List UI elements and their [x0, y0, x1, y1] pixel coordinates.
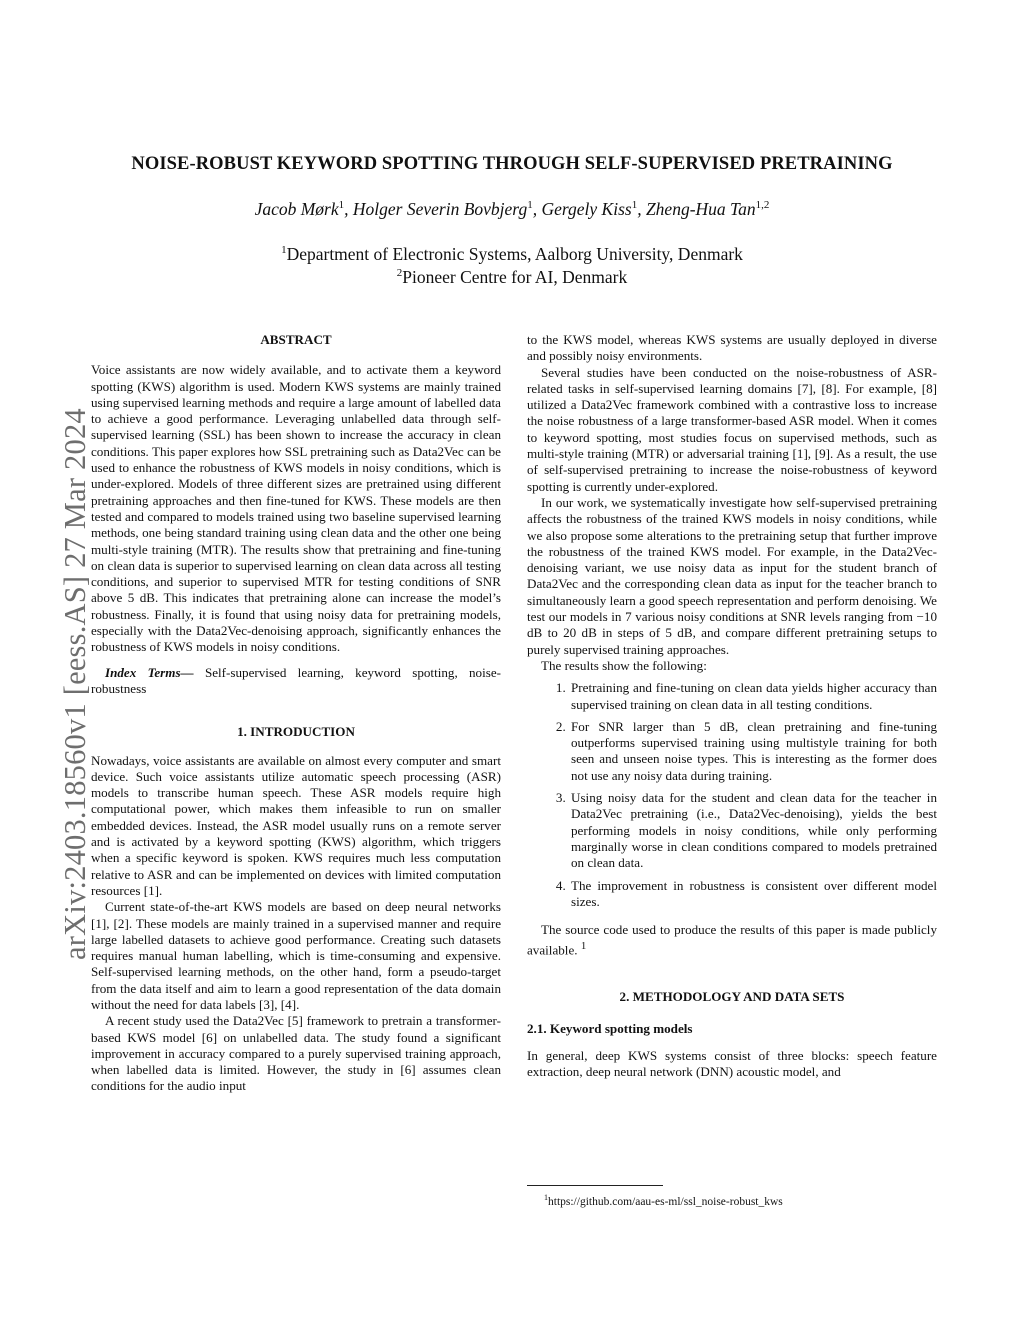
methods-heading: 2. METHODOLOGY AND DATA SETS: [619, 989, 845, 1005]
intro-paragraph-2: Current state-of-the-art KWS models are based on deep neural networks [1], [2]. These models are mainly trained in a supervised manner and require large labelled datasets to achieve good performance. Creating such datasets requires manual human labelling, which is time-consuming and expensive. Self-supervised learning methods, on the other hand, form a pseudo-target from the data itself and aim to learn a good representation of the data domain without the need for data labels [3], [4].: [91, 899, 501, 1012]
abstract-text: Voice assistants are now widely available, and to activate them a keyword spotting (KWS) algorithm is used. Modern KWS systems are mainly trained using supervised learning methods and require a large amount of labelled data to achieve a good performance. Leveraging unlabelled data through self-supervised learning (SSL) has been shown to increase the accuracy in clean conditions. This paper explores how SSL pretraining such as Data2Vec can be used to enhance the robustness of KWS models in noisy conditions, which is under-explored. Models of three different sizes are pretrained using different pretraining approaches and then fine-tuned for KWS. These models are then tested and compared to models trained using two baseline supervised learning methods, one being standard training using clean data and the other one being multi-style training (MTR). The results show that pretraining and fine-tuning on clean data is superior to supervised learning on clean data across all testing conditions, and superior to supervised MTR for testing conditions of SNR above 5 dB. This indicates that pretraining alone can increase the model’s robustness. Finally, it is found that using noisy data for pretraining models, especially with the Data2Vec-denoising approach, significantly enhances the robustness of KWS models in noisy conditions.: [91, 362, 501, 655]
results-list-item: 4. The improvement in robustness is consistent over different model sizes.: [569, 878, 937, 911]
source-code-sentence: The source code used to produce the results of this paper is made publicly available.: [527, 922, 937, 958]
footnote-number: 1: [544, 1193, 548, 1202]
kws-models-subheading: 2.1. Keyword spotting models: [527, 1021, 693, 1037]
affiliation-1: [0, 244, 1024, 265]
affiliation-text: Pioneer Centre for AI, Denmark: [402, 267, 628, 287]
index-terms: [91, 665, 501, 698]
author-list: Jacob Mørk$^1$, Holger Severin Bovbjerg$^1$, Gergely Kiss$^1$, Zheng-Hua Tan$^{1,2}$: [254, 199, 770, 219]
intro-paragraph-5: In our work, we systematically investigate how self-supervised pretraining affects the robustness of the trained KWS models in noisy conditions, while we also propose some alterations to the pretraining setup that further improve the robustness of the trained KWS model. For example, in the Data2Vec-denoising variant, we use noisy data as input for the student branch of Data2Vec and the corresponding clean data as input for the teacher branch to simultaneously learn a good speech representation and perform denoising. We test our models in 7 various noisy conditions at SNR levels ranging from −10 dB to 20 dB in steps of 5 dB, and compare different pretraining setups to purely supervised training approaches.: [527, 494, 937, 657]
results-list-item: 3. Using noisy data for the student and clean data for the teacher in Data2Vec pretraining (i.e., Data2Vec-denoising), yields the best performing models in noisy conditions, while only performing marginally worse in clean conditions compared to models pretrained on clean data.: [569, 790, 937, 871]
arxiv-id-text: arXiv:2403.18560v1 [eess.AS] 27 Mar 2024: [58, 408, 92, 960]
author-name: Jacob Mørk: [254, 199, 339, 219]
index-terms-text: Self-supervised learning, keyword spotting, noise-robustness: [91, 664, 501, 696]
paper-title: NOISE-ROBUST KEYWORD SPOTTING THROUGH SELF-SUPERVISED PRETRAINING: [131, 154, 893, 174]
abstract-heading: ABSTRACT: [260, 332, 332, 347]
arxiv-identifier: [18, 340, 92, 960]
right-column: [527, 332, 937, 1080]
index-terms-label: Index Terms—: [105, 664, 194, 680]
left-column: [91, 332, 501, 1095]
footnote-marker: 1: [580, 940, 587, 953]
footnote-url[interactable]: https://github.com/aau-es-ml/ssl_noise-robust_kws: [548, 1195, 783, 1208]
results-list: [527, 680, 937, 910]
intro-paragraph-6: The results show the following:: [541, 657, 707, 673]
author-affiliation-mark: 1: [631, 199, 638, 212]
affiliation-number: 1: [281, 244, 287, 257]
intro-paragraph-1: Nowadays, voice assistants are available on almost every computer and smart device. Such voice assistants utilize automatic speech processing (ASR) models to transcribe human speech. These ASR models require high computational power, which makes them infeasible to run on smaller embedded devices. Instead, the ASR model usually runs on a remote server and is activated by a keyword spotting (KWS) algorithm, which triggers when a specific keyword is spoken. KWS requires much less computation relative to ASR and can be implemented on devices with limited computation resources [1].: [91, 752, 501, 898]
results-list-item: 2. For SNR larger than 5 dB, clean pretraining and fine-tuning outperforms supervised training using multistyle training for both seen and unseen noise types. This is interesting as the former does not use any noisy data during training.: [569, 719, 937, 784]
results-list-item: 1. Pretraining and fine-tuning on clean data yields higher accuracy than supervised training on clean data in all testing conditions.: [569, 680, 937, 713]
intro-heading: 1. INTRODUCTION: [237, 724, 355, 740]
intro-paragraph-4: Several studies have been conducted on the noise-robustness of ASR-related tasks in self-supervised learning domains [7], [8]. For example, [8] utilized a Data2Vec framework combined with a contrastive loss to increase the noise robustness of a large transformer-based ASR model. When it comes to keyword spotting, most studies focus on supervised methods, such as multi-style training (MTR) or adversarial training [1], [9]. As a result, the use of self-supervised pretraining to increase the noise-robustness of keyword spotting is currently under-explored.: [527, 364, 937, 494]
footnote-divider: [527, 1185, 663, 1186]
author-affiliation-mark: 1: [527, 199, 533, 212]
author-name: Zheng-Hua Tan: [645, 199, 756, 219]
affiliation-2: [0, 267, 1024, 288]
affiliation-number: 2: [396, 267, 403, 280]
footnote: [544, 1193, 783, 1208]
author-affiliation-mark: 1,2: [755, 199, 770, 212]
intro-paragraph-3-continued: to the KWS model, whereas KWS systems are usually deployed in diverse and possibly noisy environments.: [527, 332, 937, 364]
author-name: Holger Severin Bovbjerg: [352, 199, 528, 219]
affiliation-text: Department of Electronic Systems, Aalborg University, Denmark: [286, 244, 743, 264]
author-name: Gergely Kiss: [541, 199, 632, 219]
intro-paragraph-7: [527, 922, 937, 959]
intro-paragraph-3: A recent study used the Data2Vec [5] framework to pretrain a transformer-based KWS model [6] on unlabelled data. The study found a significant improvement in accuracy compared to a purely supervised training approach, when labelled data is limited. However, the study in [6] assumes clean conditions for the audio input: [91, 1013, 501, 1094]
methods-paragraph-1: In general, deep KWS systems consist of three blocks: speech feature extraction, deep neural network (DNN) acoustic model, and: [527, 1047, 937, 1079]
author-affiliation-mark: 1: [338, 199, 345, 212]
